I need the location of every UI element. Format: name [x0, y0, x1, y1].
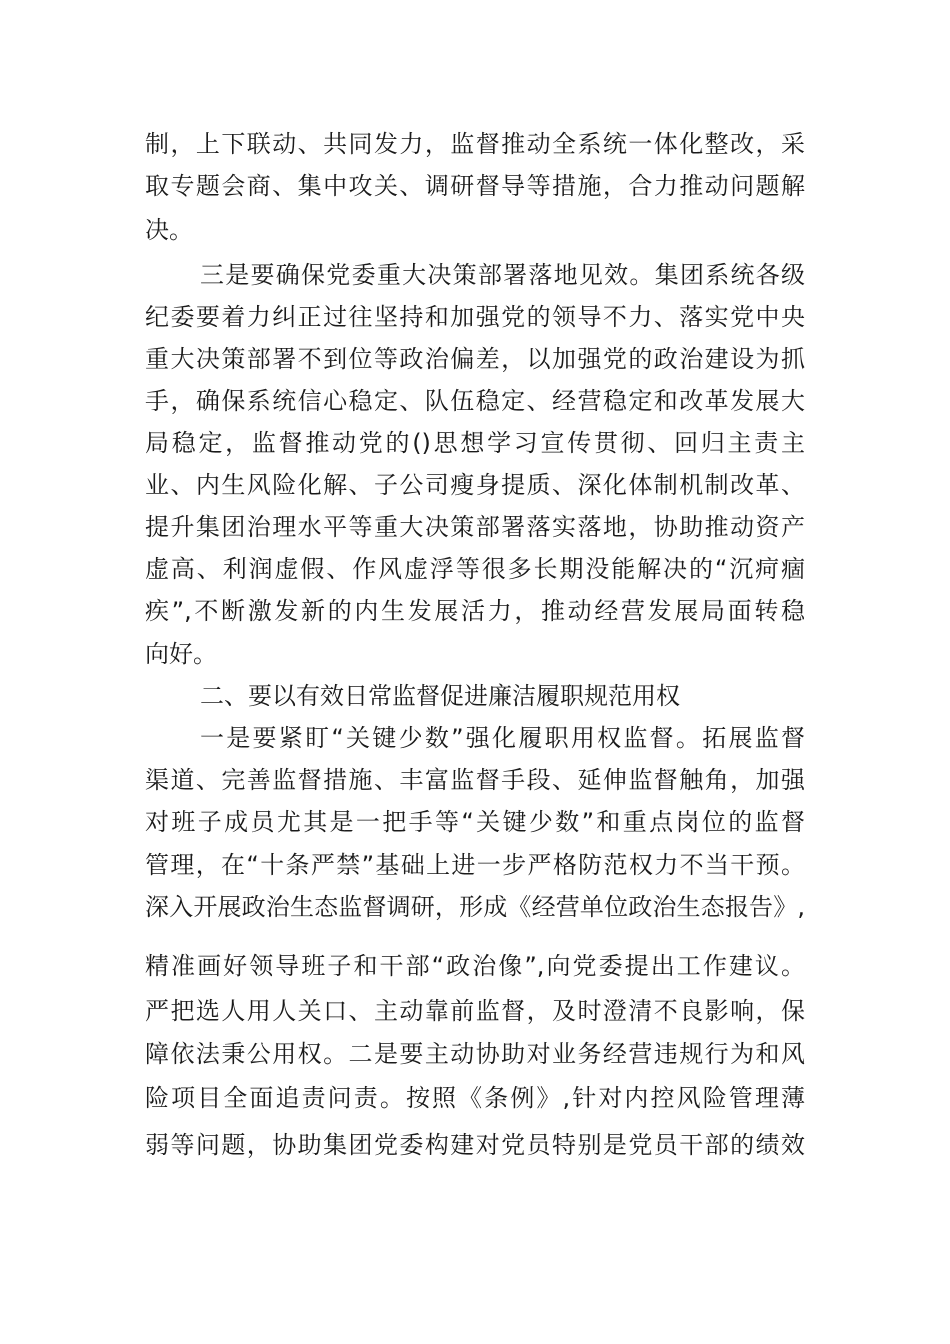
text-line: 提升集团治理水平等重大决策部署落实落地，协助推动资产	[145, 513, 805, 541]
text-line: 障依法秉公用权。二是要主动协助对业务经营违规行为和风	[145, 1040, 805, 1068]
text-line: 疾”,不断激发新的内生发展活力，推动经营发展局面转稳	[145, 597, 805, 625]
text-line: 险项目全面追责问责。按照《条例》,针对内控风险管理薄	[145, 1084, 805, 1112]
text-line: 重大决策部署不到位等政治偏差，以加强党的政治建设为抓	[145, 345, 805, 373]
text-line: 决。	[145, 216, 193, 244]
text-line: 纪委要着力纠正过往坚持和加强党的领导不力、落实党中央	[145, 303, 805, 331]
text-line: 业、内生风险化解、子公司瘦身提质、深化体制机制改革、	[145, 471, 805, 499]
text-line: 一是要紧盯“关键少数”强化履职用权监督。拓展监督	[200, 724, 805, 752]
text-line: 虚高、利润虚假、作风虚浮等很多长期没能解决的“沉疴痼	[145, 555, 805, 583]
text-line: 取专题会商、集中攻关、调研督导等措施，合力推动问题解	[145, 172, 805, 200]
text-line: 渠道、完善监督措施、丰富监督手段、延伸监督触角，加强	[145, 766, 805, 794]
text-line: 严把选人用人关口、主动靠前监督，及时澄清不良影响，保	[145, 997, 805, 1025]
section-heading: 二、要以有效日常监督促进廉洁履职规范用权	[200, 682, 680, 710]
text-line: 制，上下联动、共同发力，监督推动全系统一体化整改，采	[145, 130, 805, 158]
text-line: 管理，在“十条严禁”基础上进一步严格防范权力不当干预。	[145, 851, 805, 879]
text-line: 弱等问题，协助集团党委构建对党员特别是党员干部的绩效	[145, 1131, 805, 1159]
text-line: 手，确保系统信心稳定、队伍稳定、经营稳定和改革发展大	[145, 387, 805, 415]
text-line: 局稳定，监督推动党的()思想学习宣传贯彻、回归主责主	[145, 429, 805, 457]
text-line: 三是要确保党委重大决策部署落地见效。集团系统各级	[200, 261, 805, 289]
text-line: 对班子成员尤其是一把手等“关键少数”和重点岗位的监督	[145, 808, 805, 836]
text-line: 向好。	[145, 640, 217, 668]
text-line: 深入开展政治生态监督调研，形成《经营单位政治生态报告》,	[145, 893, 805, 921]
text-line: 精准画好领导班子和干部“政治像”,向党委提出工作建议。	[145, 952, 805, 980]
